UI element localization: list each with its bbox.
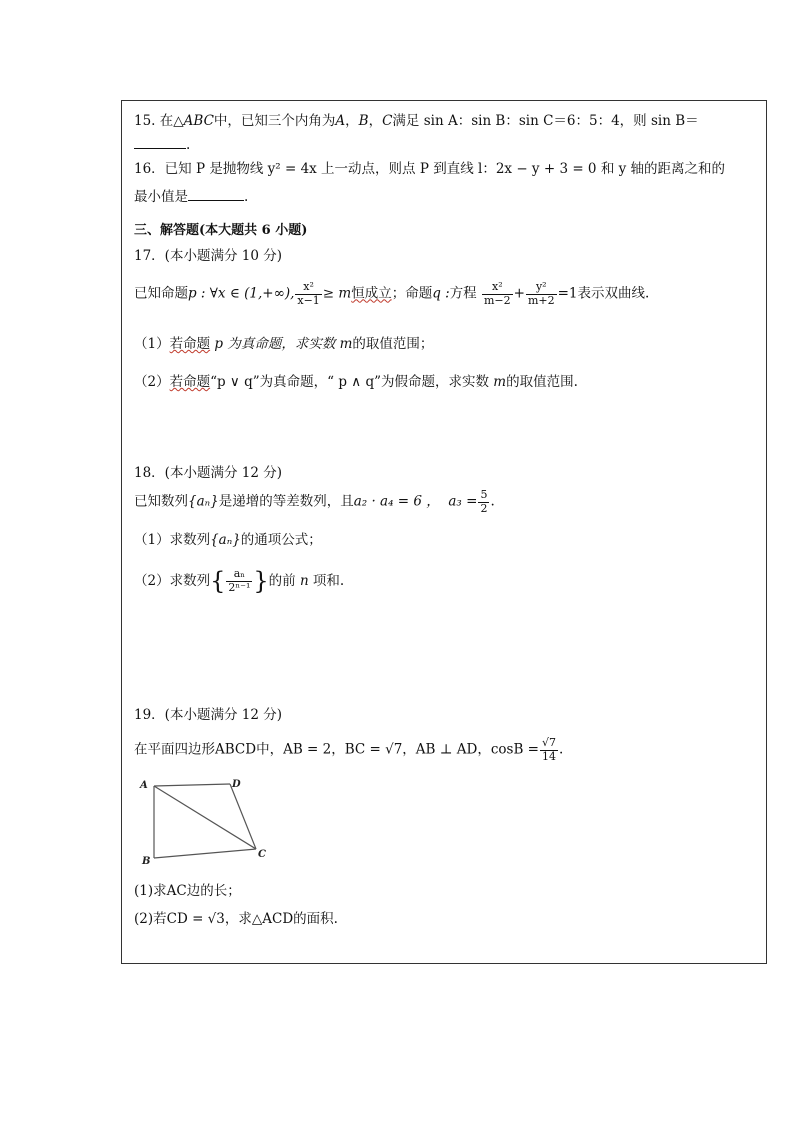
q15-answer-line bbox=[134, 136, 190, 153]
question-16-line1: 16．已知 P 是抛物线 y² = 4x 上一动点，则点 P 到直线 l：2x − y + 3 = 0 和 y 轴的距离之和的 bbox=[134, 161, 726, 177]
q17-part1 bbox=[134, 336, 433, 352]
q15-period: . bbox=[186, 137, 191, 153]
q17-frac1-den: x−1 bbox=[297, 293, 320, 307]
q19-period: . bbox=[559, 741, 564, 758]
q17-semi: ；命题 bbox=[391, 285, 433, 302]
q19-stem-text: 在平面四边形ABCD中，AB = 2，BC = √7，AB ⊥ AD，cosB = bbox=[134, 741, 539, 758]
q18-part1-sequence: {aₙ} bbox=[210, 532, 241, 548]
q19-part2: (2)若CD = √3，求△ACD的面积. bbox=[134, 911, 338, 927]
q18-frac-num: 5 bbox=[480, 488, 488, 501]
q18-part2 bbox=[134, 567, 344, 596]
right-brace: } bbox=[253, 567, 269, 595]
q18-part2-mid: 的前 bbox=[268, 572, 300, 589]
q19-stem bbox=[134, 737, 563, 763]
q18-product: a₂ · a₄ = 6 ， bbox=[353, 493, 440, 510]
q17-fraction-1 bbox=[295, 281, 321, 307]
q17-part1-end: 的取值范围； bbox=[352, 336, 434, 352]
q17-equation-word: 方程 bbox=[449, 285, 477, 302]
q18-part1 bbox=[134, 532, 322, 548]
quadrilateral-figure bbox=[134, 776, 284, 871]
q18-part1-text: （1）求数列 bbox=[134, 532, 211, 548]
q17-frac3-den: m+2 bbox=[527, 293, 555, 307]
q18-a3: a₃ = bbox=[448, 493, 478, 510]
q15-answer-blank[interactable] bbox=[134, 136, 186, 149]
q15-angle-a: A bbox=[335, 113, 346, 129]
vertex-b-label: B bbox=[142, 856, 151, 867]
q16-period: . bbox=[244, 189, 249, 205]
edge-dc bbox=[230, 784, 256, 849]
q18-frac-den: 2 bbox=[480, 501, 488, 515]
q19-part1: (1)求AC边的长； bbox=[134, 883, 241, 899]
q18-part2-n: n bbox=[299, 572, 309, 589]
q15-angle-c: C bbox=[382, 113, 393, 129]
q17-part1-number: （1） bbox=[134, 336, 170, 352]
q18-part2-fraction bbox=[226, 568, 252, 594]
q15-number: 15. 在 bbox=[134, 113, 174, 129]
q17-part2-end: 的取值范围. bbox=[506, 374, 578, 390]
q18-fraction bbox=[478, 489, 489, 515]
q15-text: 中，已知三个内角为 bbox=[213, 113, 336, 129]
vertex-a-label: A bbox=[140, 780, 148, 791]
q17-part2 bbox=[134, 374, 578, 390]
q16-answer-blank[interactable] bbox=[188, 188, 244, 201]
q17-frac3-num: y² bbox=[526, 281, 557, 295]
diagonal-ac bbox=[154, 786, 256, 849]
q17-stem bbox=[134, 281, 649, 307]
q17-fraction-2 bbox=[482, 281, 513, 307]
q17-q-definition: q : bbox=[432, 285, 450, 302]
edge-ad bbox=[154, 784, 230, 786]
q17-part1-text: p 为真命题，求实数 bbox=[210, 336, 340, 352]
vertex-d-label: D bbox=[232, 779, 241, 790]
q18-part2-den: 2ⁿ⁻¹ bbox=[228, 580, 251, 594]
left-brace: { bbox=[210, 567, 226, 595]
question-frame bbox=[121, 100, 767, 964]
q15-sep: ， bbox=[368, 113, 383, 129]
q15-sep: ， bbox=[345, 113, 359, 129]
question-15 bbox=[134, 113, 699, 129]
q17-part2-lead: 若命题 bbox=[169, 374, 211, 390]
q17-p-definition: p : ∀x ∈ (1,+∞), bbox=[188, 285, 295, 302]
q17-stem-text: 已知命题 bbox=[134, 285, 188, 302]
q19-cos-den: 14 bbox=[541, 749, 556, 763]
q17-frac2-num: x² bbox=[482, 281, 513, 295]
q15-angle-b: B bbox=[358, 113, 369, 129]
vertex-c-label: C bbox=[258, 849, 266, 860]
q18-period: . bbox=[490, 493, 495, 510]
q17-fraction-3 bbox=[526, 281, 557, 307]
q18-stem-text2: 是递增的等差数列，且 bbox=[218, 493, 354, 510]
q17-part2-text: “p ∨ q”为真命题，“ p ∧ q”为假命题，求实数 bbox=[210, 374, 494, 390]
q16-text: 最小值是 bbox=[134, 189, 188, 205]
q18-part1-end: 的通项公式； bbox=[240, 532, 322, 548]
question-16-line2 bbox=[134, 188, 248, 205]
q17-part1-m: m bbox=[339, 336, 353, 352]
q17-part1-lead: 若命题 bbox=[169, 336, 211, 352]
q18-part2-text: （2）求数列 bbox=[134, 572, 211, 589]
q18-part2-num: aₙ bbox=[226, 568, 252, 582]
q18-heading: 18．(本小题满分 12 分) bbox=[134, 465, 282, 481]
q15-triangle: △ABC bbox=[173, 113, 214, 129]
q17-part2-m: m bbox=[493, 374, 507, 390]
q17-eq-end: =1表示双曲线. bbox=[557, 285, 650, 302]
q19-heading: 19．(本小题满分 12 分) bbox=[134, 707, 282, 723]
section-title: 三、解答题(本大题共 6 小题) bbox=[134, 223, 308, 238]
q17-holds: 恒成立 bbox=[351, 285, 392, 302]
edge-bc bbox=[154, 849, 256, 858]
q17-ge-m: ≥ m bbox=[322, 285, 352, 302]
q17-part2-number: （2） bbox=[134, 374, 170, 390]
q17-frac2-den: m−2 bbox=[483, 293, 511, 307]
q18-stem-text: 已知数列 bbox=[134, 493, 188, 510]
q15-condition: 满足 sin A：sin B：sin C＝6：5：4，则 sin B＝ bbox=[392, 113, 699, 129]
q18-sequence: {aₙ} bbox=[188, 493, 219, 510]
q18-part2-end: 项和. bbox=[308, 572, 345, 589]
q17-plus: + bbox=[513, 285, 525, 302]
q19-cos-num: √7 bbox=[541, 736, 556, 749]
q17-heading: 17．(本小题满分 10 分) bbox=[134, 248, 282, 264]
q19-cos-fraction bbox=[540, 737, 558, 763]
q18-stem bbox=[134, 489, 495, 515]
q17-frac1-num: x² bbox=[295, 281, 321, 295]
